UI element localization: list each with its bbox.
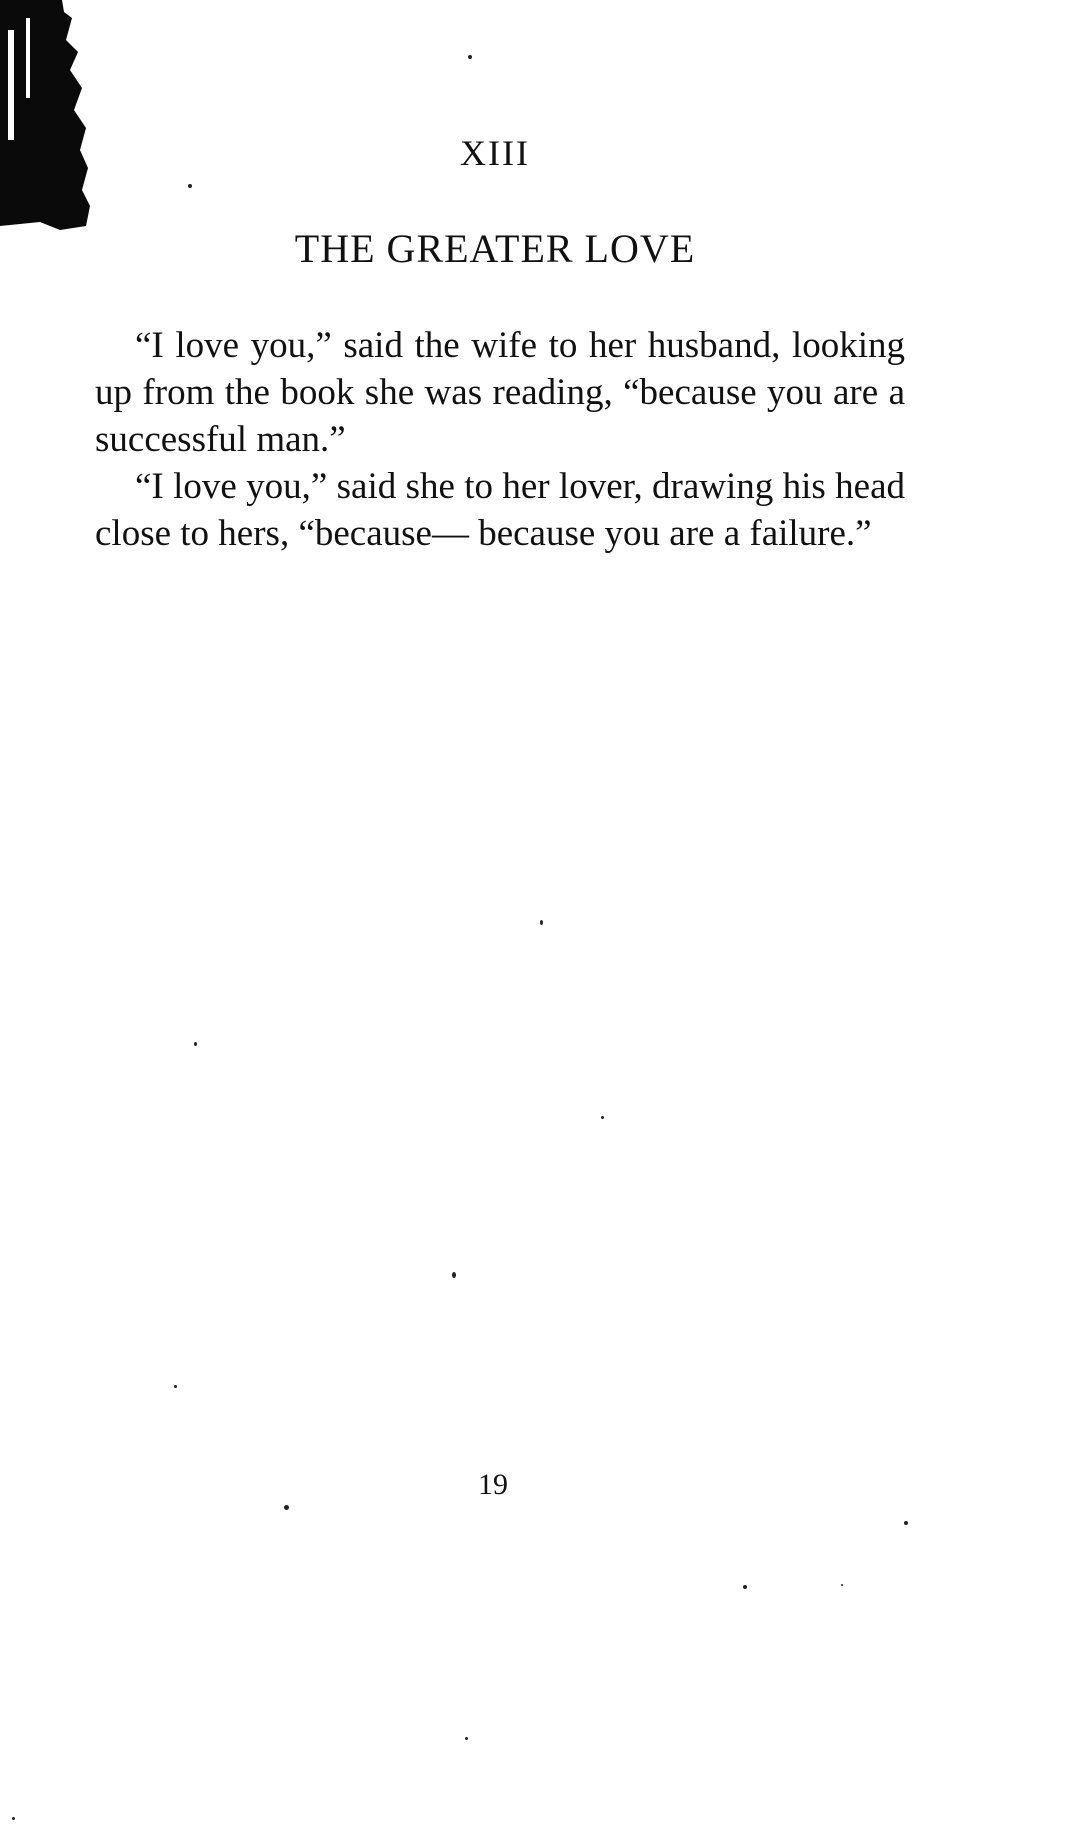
scan-speck [743,1585,747,1589]
chapter-body [95,322,905,557]
scan-speck [841,1584,843,1586]
page-number: 19 [478,1468,508,1501]
scan-speck [601,1116,604,1119]
binding-shadow [0,0,90,230]
scan-speck [540,920,543,925]
scan-speck [12,1817,15,1820]
scan-speck [452,1272,456,1278]
scan-speck [465,1737,468,1740]
scan-speck [174,1385,177,1388]
paragraph-2: “I love you,” said she to her lover, drawing his head close to hers, “because— because you are a failure.” [95,466,905,554]
scan-speck [284,1505,289,1510]
scan-speck [904,1521,908,1525]
scan-speck [188,184,192,188]
paragraph-1: “I love you,” said the wife to her husband, looking up from the book she was reading, “because you are a successful man.” [95,325,905,460]
scan-speck [194,1042,197,1046]
chapter-number: XIII [460,133,530,173]
chapter-title: THE GREATER LOVE [294,226,696,271]
scan-speck [468,55,472,59]
